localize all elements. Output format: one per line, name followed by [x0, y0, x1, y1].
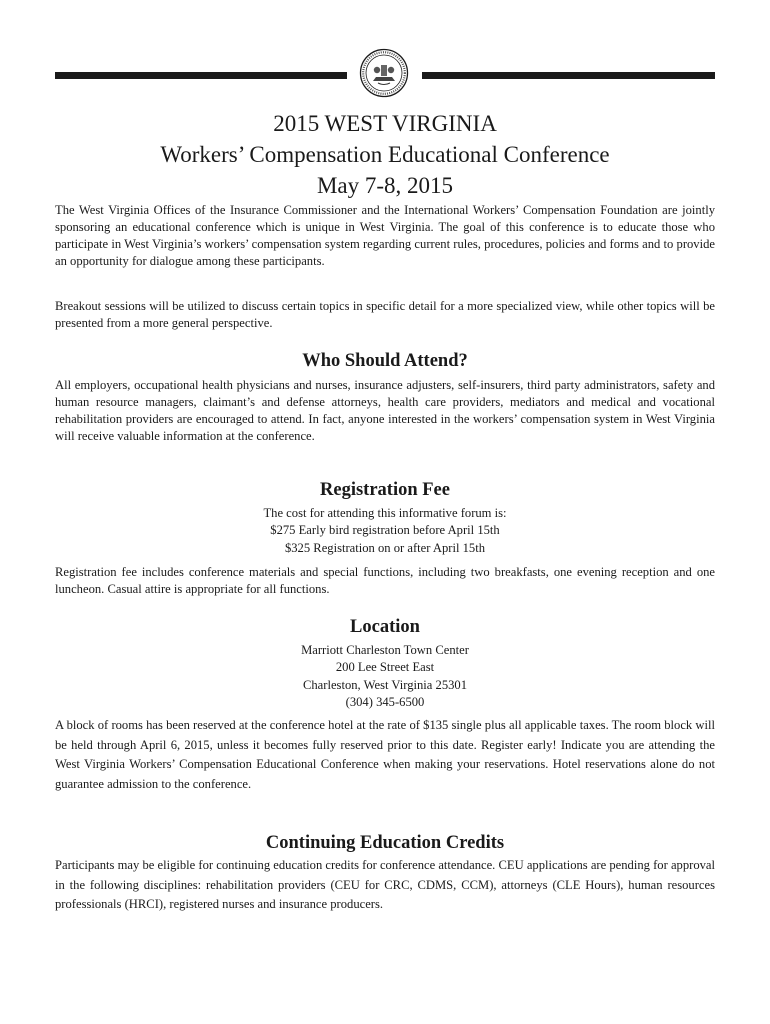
registration-fee-intro: The cost for attending this informative forum is:: [263, 506, 507, 520]
standard-fee: $325 Registration on or after April 15th: [284, 540, 486, 555]
registration-fee-details: [55, 505, 715, 557]
intro-paragraph-1: The West Virginia Offices of the Insurance Commissioner and the International Workers’ Compensation Foundation are jointly sponsoring an educational conference which is unique in West Virginia. The goal of this conference is to educate those who participate in West Virginia’s workers’ compensation system regarding current rules, procedures, policies and forms and to provide an opportunity for dialogue among these participants.: [55, 203, 715, 268]
early-bird-fee: $275 Early bird registration before April 15th: [270, 523, 500, 538]
title-line-date: May 7-8, 2015: [316, 173, 454, 198]
location-text: A block of rooms has been reserved at the conference hotel at the rate of $135 single plus all applicable taxes. The room block will be held through April 6, 2015, unless it becomes fully reserved prior to this date. Register early! Indicate you are attending the West Virginia Workers’ Compensation Educational Conference when making your reservations. Hotel reservations alone do not guarantee admission to the conference.: [55, 718, 715, 791]
who-should-attend-text: All employers, occupational health physicians and nurses, insurance adjusters, self-insurers, third party administrators, safety and human resource managers, claimant’s and defense attorneys, health care providers, mediators and medical and vocational rehabilitation providers are encouraged to attend. In fact, anyone interested in the workers’ compensation system in West Virginia will receive valuable information at the conference.: [55, 378, 715, 443]
hotel-city: Charleston, West Virginia 25301: [302, 677, 468, 692]
title-line-year: 2015 WEST VIRGINIA: [273, 111, 497, 136]
registration-fee-heading: Registration Fee: [320, 480, 450, 500]
state-seal-icon: [359, 48, 409, 98]
continuing-education-heading: Continuing Education Credits: [265, 833, 505, 853]
registration-fee-text: Registration fee includes conference materials and special functions, including two breakfasts, one evening reception and one luncheon. Casual attire is appropriate for all functions.: [55, 565, 715, 596]
continuing-education-text: Participants may be eligible for continuing education credits for conference attendance. CEU applications are pending for approval in the following disciplines: rehabilitation providers (CEU for CRC, CDMS, CCM), attorneys (CLE Hours), human resources professionals (HRCI), registered nurses and insurance producers.: [55, 858, 715, 911]
conference-title: [55, 108, 715, 201]
location-heading: Location: [350, 617, 420, 637]
who-should-attend-heading: Who Should Attend?: [302, 351, 468, 371]
hotel-phone: (304) 345-6500: [345, 694, 425, 709]
location-address: [55, 642, 715, 711]
header-rule-right: [422, 72, 715, 79]
header-rule-left: [55, 72, 347, 79]
hotel-street: 200 Lee Street East: [335, 660, 435, 675]
intro-paragraph-2: Breakout sessions will be utilized to discuss certain topics in specific detail for a more specialized view, while other topics will be presented from a more general perspective.: [55, 299, 715, 330]
title-line-name: Workers’ Compensation Educational Conference: [160, 142, 610, 167]
hotel-name: Marriott Charleston Town Center: [301, 643, 469, 657]
